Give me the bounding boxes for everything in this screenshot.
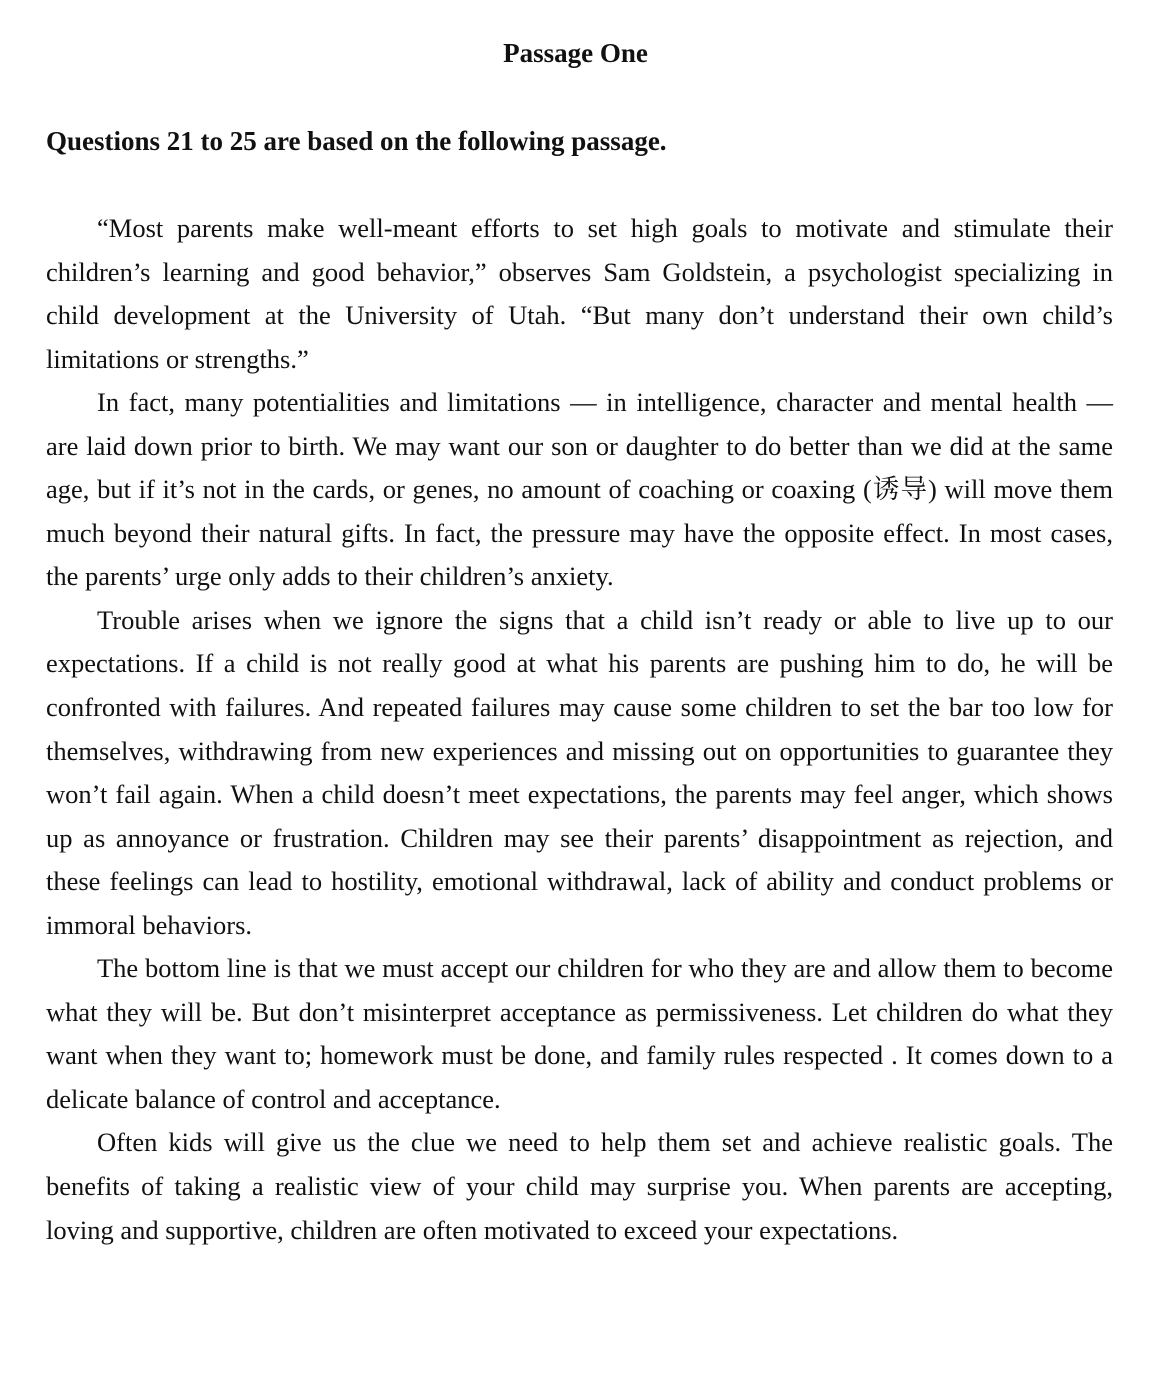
passage-body	[46, 207, 1113, 1252]
paragraph-4: The bottom line is that we must accept our children for who they are and allow them to become what they will be. But don’t misinterpret acceptance as permissiveness. Let children do what they want when they want to; homework must be done, and family rules respected . It comes down to a delicate balance of control and acceptance.	[46, 953, 1113, 1114]
paragraph-3: Trouble arises when we ignore the signs that a child isn’t ready or able to live up to our expectations. If a child is not really good at what his parents are pushing him to do, he will be confronted with failures. And repeated failures may cause some children to set the bar too low for themselves, withdrawing from new experiences and missing out on opportunities to guarantee they won’t fail again. When a child doesn’t meet expectations, the parents may feel anger, which shows up as annoyance or frustration. Children may see their parents’ disappointment as rejection, and these feelings can lead to hostility, emotional withdrawal, lack of ability and conduct problems or immoral behaviors.	[46, 604, 1113, 940]
paragraph-1: “Most parents make well-meant efforts to set high goals to motivate and stimulate their children’s learning and good behavior,” observes Sam Goldstein, a psychologist specializing in child development at the University of Utah. “But many don’t understand their own child’s limitations or strengths.”	[46, 213, 1113, 374]
passage-title: Passage One	[503, 38, 648, 68]
question-instruction: Questions 21 to 25 are based on the following passage.	[46, 126, 667, 156]
paragraph-2: In fact, many potentialities and limitations — in intelligence, character and mental health — are laid down prior to birth. We may want our son or daughter to do better than we did at the same age, but if it’s not in the cards, or genes, no amount of coaching or coaxing (诱导) will move them much beyond their natural gifts. In fact, the pressure may have the opposite effect. In most cases, the parents’ urge only adds to their children’s anxiety.	[46, 387, 1113, 592]
paragraph-5: Often kids will give us the clue we need to help them set and achieve realistic goals. The benefits of taking a realistic view of your child may surprise you. When parents are accepting, loving and supportive, children are often motivated to exceed your expectations.	[46, 1127, 1113, 1245]
